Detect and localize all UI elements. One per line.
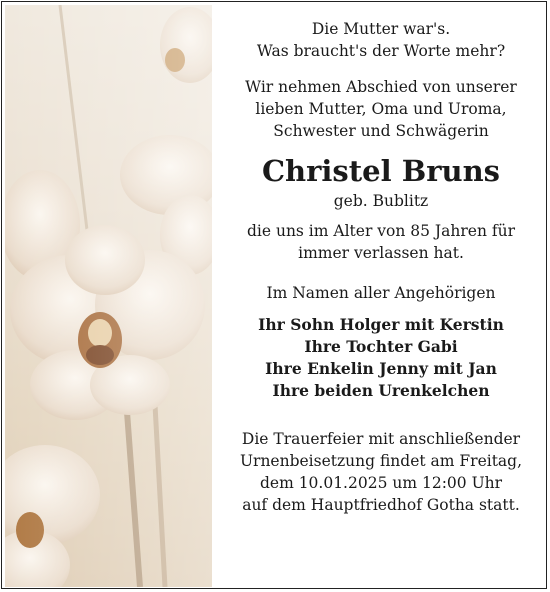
- mourner-line: Ihre Tochter Gabi: [304, 337, 458, 356]
- mourners-intro: Im Namen aller Angehörigen: [266, 284, 496, 302]
- birth-name: geb. Bublitz: [333, 192, 429, 210]
- mourners-block: [214, 314, 548, 402]
- orchid-image: [5, 5, 212, 587]
- funeral-line: dem 10.01.2025 um 12:00 Uhr: [259, 474, 503, 492]
- passing-block: [214, 220, 548, 264]
- funeral-line: Die Trauerfeier mit anschließender: [241, 430, 521, 448]
- quote-block: [214, 18, 548, 62]
- quote-line: Was braucht's der Worte mehr?: [256, 42, 506, 60]
- notice-text: [214, 0, 548, 516]
- funeral-line: auf dem Hauptfriedhof Gotha statt.: [242, 496, 520, 514]
- intro-line: lieben Mutter, Oma und Uroma,: [255, 100, 507, 118]
- passing-line: immer verlassen hat.: [298, 244, 464, 262]
- mourner-line: Ihr Sohn Holger mit Kerstin: [258, 315, 504, 334]
- mourner-line: Ihre beiden Urenkelchen: [272, 381, 490, 400]
- funeral-block: [214, 428, 548, 516]
- quote-line: Die Mutter war's.: [311, 20, 451, 38]
- deceased-name: Christel Bruns: [261, 154, 501, 188]
- intro-line: Schwester und Schwägerin: [273, 122, 489, 140]
- passing-line: die uns im Alter von 85 Jahren für: [246, 222, 515, 240]
- intro-line: Wir nehmen Abschied von unserer: [245, 78, 517, 96]
- intro-block: [214, 76, 548, 142]
- funeral-line: Urnenbeisetzung findet am Freitag,: [239, 452, 523, 470]
- mourner-line: Ihre Enkelin Jenny mit Jan: [265, 359, 497, 378]
- orchid-photo: [5, 5, 212, 587]
